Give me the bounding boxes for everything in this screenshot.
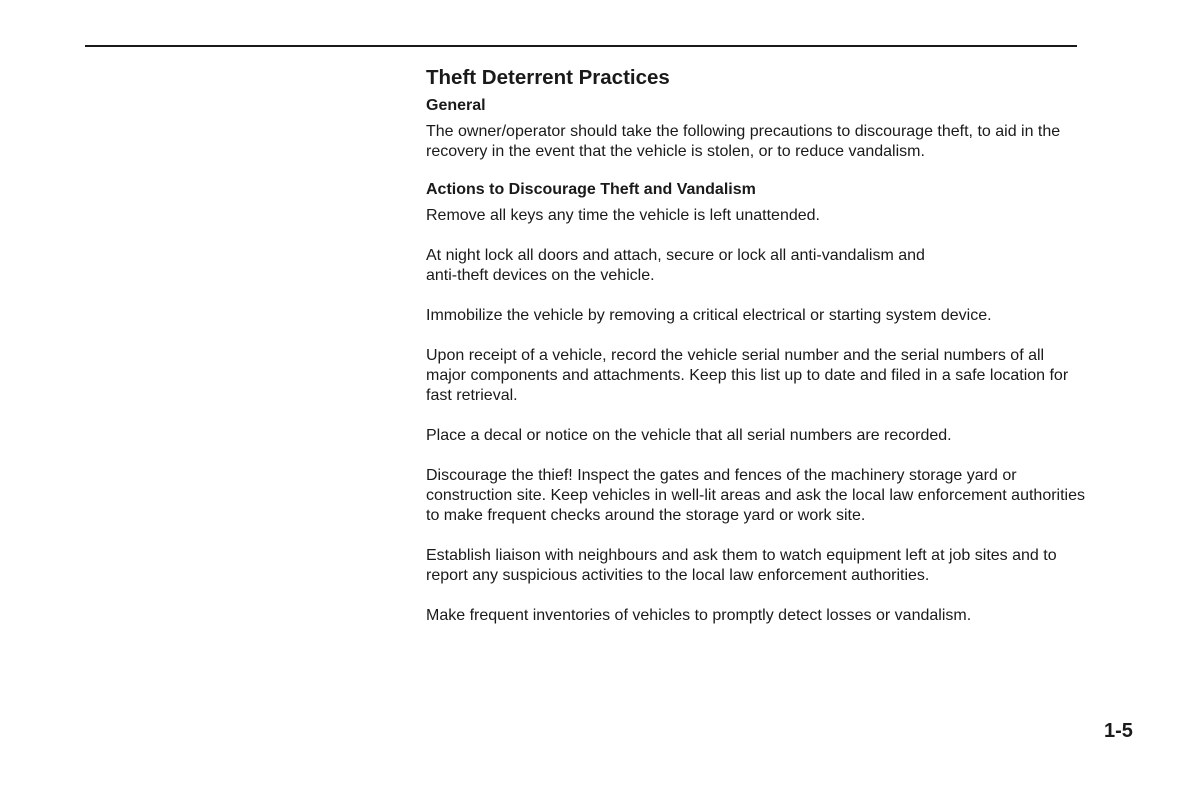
page-title: Theft Deterrent Practices (426, 66, 670, 89)
action-paragraph: Discourage the thief! Inspect the gates and fences of the machinery storage yard or construction site. Keep vehicles in well-lit areas and ask the local law enforcement authorities to make frequent checks around the storage yard or work site. (426, 467, 1085, 524)
general-paragraph: The owner/operator should take the following precautions to discourage theft, to aid in the recovery in the event that the vehicle is stolen, or to reduce vandalism. (426, 123, 1061, 160)
actions-paragraph-list (426, 206, 1086, 626)
page-number: 1-5 (1104, 720, 1133, 742)
page-content (426, 64, 1086, 646)
actions-heading: Actions to Discourage Theft and Vandalism (426, 181, 756, 198)
general-heading: General (426, 97, 486, 114)
action-paragraph: Place a decal or notice on the vehicle that all serial numbers are recorded. (426, 427, 952, 444)
action-paragraph: Immobilize the vehicle by removing a critical electrical or starting system device. (426, 307, 992, 324)
action-paragraph: Upon receipt of a vehicle, record the vehicle serial number and the serial numbers of all major components and attachments. Keep this list up to date and filed in a safe location for fast retrieval. (426, 347, 1069, 404)
action-paragraph: Establish liaison with neighbours and ask them to watch equipment left at job sites and to report any suspicious activities to the local law enforcement authorities. (426, 547, 1057, 584)
action-paragraph: At night lock all doors and attach, secure or lock all anti-vandalism and anti-theft devices on the vehicle. (426, 247, 925, 284)
action-paragraph: Remove all keys any time the vehicle is left unattended. (426, 207, 820, 224)
action-paragraph: Make frequent inventories of vehicles to promptly detect losses or vandalism. (426, 607, 972, 624)
header-rule (85, 45, 1077, 47)
